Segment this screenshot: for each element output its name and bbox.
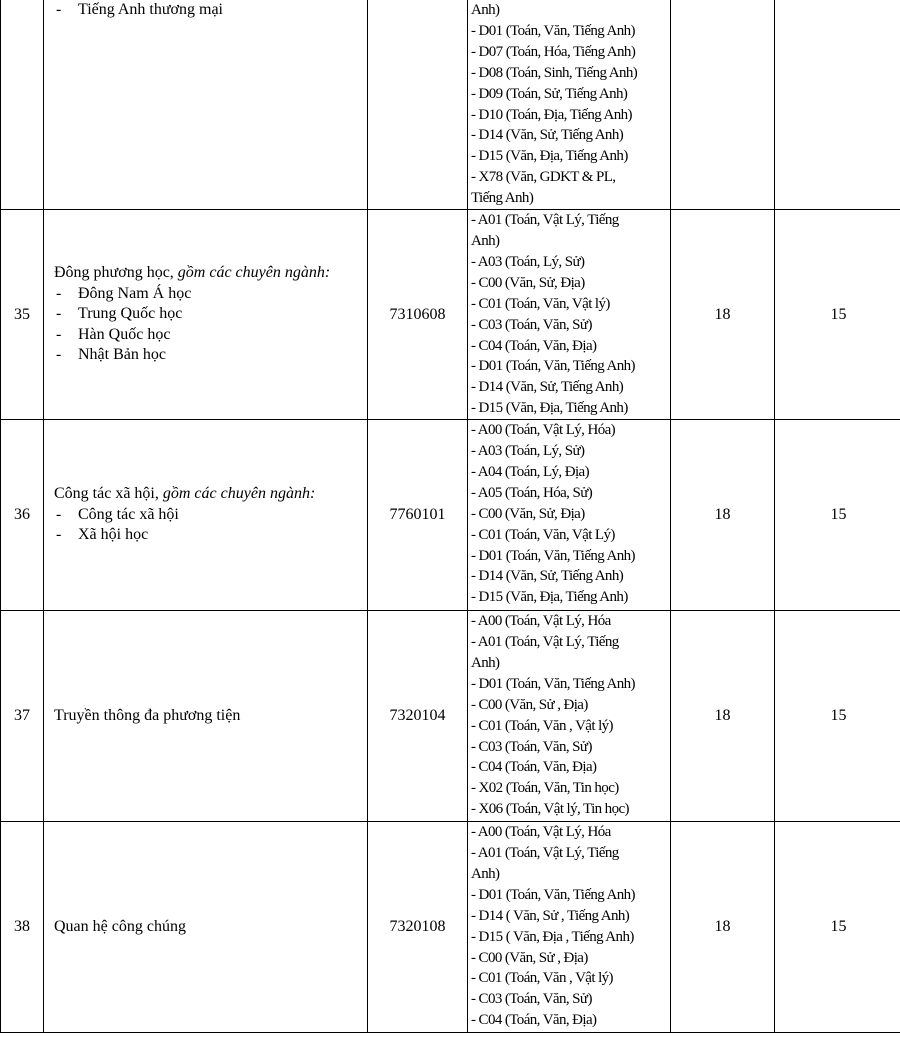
- bullet-dash: -: [56, 284, 62, 302]
- subject-combination: - C00 (Văn, Sử , Địa): [471, 696, 588, 713]
- major-name: [54, 706, 367, 727]
- subject-combination: - D14 (Văn, Sử, Tiếng Anh): [471, 379, 624, 396]
- subject-combination: - A03 (Toán, Lý, Sử): [471, 253, 585, 270]
- specialization-item: [54, 284, 367, 305]
- score-1: 18: [671, 822, 775, 1033]
- subject-combinations: [468, 611, 671, 822]
- subject-combination: - D07 (Toán, Hóa, Tiếng Anh): [471, 43, 636, 60]
- subject-combination: - D01 (Toán, Văn, Tiếng Anh): [471, 358, 635, 375]
- major-title: Đông phương học,: [54, 264, 178, 282]
- subject-combination: - D01 (Toán, Văn, Tiếng Anh): [471, 886, 635, 903]
- subject-combination: Anh): [471, 865, 500, 882]
- subject-combination: - D15 (Văn, Địa, Tiếng Anh): [471, 589, 628, 606]
- major-name: [54, 484, 367, 505]
- major-code: 7310608: [368, 210, 468, 420]
- subject-combination: - X78 (Văn, GDKT & PL,: [471, 169, 616, 186]
- specialization-label: Trung Quốc học: [78, 305, 183, 323]
- specialization-label: Xã hội học: [78, 526, 149, 544]
- subject-combination: - C01 (Toán, Văn, Vật lý): [471, 295, 610, 312]
- subject-combinations: [468, 420, 671, 611]
- subject-combination: - C04 (Toán, Văn, Địa): [471, 1012, 597, 1029]
- major-name-cell: [44, 0, 368, 210]
- table-row: [1, 822, 900, 1033]
- major-code: 7320104: [368, 611, 468, 822]
- score-2: 15: [775, 611, 900, 822]
- bullet-dash: -: [56, 346, 62, 364]
- subject-combination: - A01 (Toán, Vật Lý, Tiếng: [471, 634, 619, 651]
- subject-combination: - D15 (Văn, Địa, Tiếng Anh): [471, 148, 628, 165]
- major-name: [54, 917, 367, 938]
- subject-combination: - D01 (Toán, Văn, Tiếng Anh): [471, 22, 635, 39]
- subject-combinations: [468, 210, 671, 420]
- specialization-item: [54, 325, 367, 346]
- major-code: [368, 0, 468, 210]
- score-2: [775, 0, 900, 210]
- subject-combination: - X06 (Toán, Vật lý, Tin học): [471, 801, 629, 818]
- row-number: 36: [1, 420, 44, 611]
- subject-combination: - C04 (Toán, Văn, Địa): [471, 337, 597, 354]
- bullet-dash: -: [56, 1, 62, 18]
- subject-combination: Anh): [471, 232, 500, 249]
- score-1: 18: [671, 420, 775, 611]
- row-number: 35: [1, 210, 44, 420]
- major-title: Công tác xã hội,: [54, 485, 163, 503]
- specialization-item: [54, 345, 367, 366]
- specialization-label: Công tác xã hội: [78, 505, 179, 523]
- subject-combination: - C03 (Toán, Văn, Sử): [471, 316, 592, 333]
- row-number: 37: [1, 611, 44, 822]
- subject-combination: - D10 (Toán, Địa, Tiếng Anh): [471, 106, 632, 123]
- major-name: [54, 263, 367, 284]
- subject-combination: - C01 (Toán, Văn , Vật lý): [471, 970, 613, 987]
- subject-combination: - C00 (Văn, Sử, Địa): [471, 274, 585, 291]
- table-row: [1, 420, 900, 611]
- score-2: 15: [775, 822, 900, 1033]
- subject-combination: Anh): [471, 654, 500, 671]
- subject-combination: - D15 (Văn, Địa, Tiếng Anh): [471, 400, 628, 417]
- subject-combination: - D14 (Văn, Sử, Tiếng Anh): [471, 568, 624, 585]
- major-name-cell: [44, 210, 368, 420]
- specialization-label: Tiếng Anh thương mại: [78, 1, 223, 18]
- subject-combination: Tiếng Anh): [471, 190, 534, 207]
- subject-combination: - D08 (Toán, Sinh, Tiếng Anh): [471, 64, 638, 81]
- subject-combination: - C00 (Văn, Sử, Địa): [471, 505, 585, 522]
- subject-combination: - D01 (Toán, Văn, Tiếng Anh): [471, 675, 635, 692]
- subject-combination: - D14 ( Văn, Sử , Tiếng Anh): [471, 907, 630, 924]
- subject-combination: Anh): [471, 2, 500, 18]
- subject-combination: - D14 (Văn, Sử, Tiếng Anh): [471, 127, 624, 144]
- major-title: Truyền thông đa phương tiện: [54, 706, 241, 724]
- subject-combination: - A04 (Toán, Lý, Địa): [471, 463, 589, 480]
- subject-combination: - A01 (Toán, Vật Lý, Tiếng: [471, 212, 619, 229]
- subject-combination: - D01 (Toán, Văn, Tiếng Anh): [471, 547, 635, 564]
- specialization-item: [54, 525, 367, 546]
- table-row: [1, 611, 900, 822]
- specialization-label: Hàn Quốc học: [78, 325, 171, 343]
- subject-combination: - C04 (Toán, Văn, Địa): [471, 759, 597, 776]
- subject-combination: - A00 (Toán, Vật Lý, Hóa): [471, 422, 616, 439]
- subject-combination: - A05 (Toán, Hóa, Sử): [471, 484, 593, 501]
- subject-combination: - C01 (Toán, Văn, Vật Lý): [471, 526, 615, 543]
- major-title: Quan hệ công chúng: [54, 917, 186, 935]
- major-code: 7760101: [368, 420, 468, 611]
- subject-combinations: [468, 0, 671, 210]
- subject-combination: - D15 ( Văn, Địa , Tiếng Anh): [471, 928, 634, 945]
- specialization-label: Nhật Bản học: [78, 346, 166, 364]
- bullet-dash: -: [56, 526, 62, 544]
- specialization-label: Đông Nam Á học: [78, 284, 192, 302]
- score-1: 18: [671, 611, 775, 822]
- major-name-cell: [44, 611, 368, 822]
- row-number: [1, 0, 44, 210]
- bullet-dash: -: [56, 325, 62, 343]
- major-name-cell: [44, 822, 368, 1033]
- subject-combination: - A00 (Toán, Vật Lý, Hóa: [471, 824, 611, 841]
- score-2: 15: [775, 420, 900, 611]
- subject-combination: - D09 (Toán, Sử, Tiếng Anh): [471, 85, 628, 102]
- subject-combination: - C00 (Văn, Sử , Địa): [471, 949, 588, 966]
- bullet-dash: -: [56, 305, 62, 323]
- score-2: 15: [775, 210, 900, 420]
- subject-combination: - X02 (Toán, Văn, Tin học): [471, 780, 619, 797]
- subject-combination: - C03 (Toán, Văn, Sử): [471, 738, 592, 755]
- major-note: gồm các chuyên ngành:: [162, 485, 316, 503]
- major-code: 7320108: [368, 822, 468, 1033]
- table-row: [1, 0, 900, 210]
- score-1: [671, 0, 775, 210]
- specialization-item: [54, 304, 367, 325]
- subject-combinations: [468, 822, 671, 1033]
- major-name-cell: [44, 420, 368, 611]
- row-number: 38: [1, 822, 44, 1033]
- specialization-item: [54, 0, 367, 21]
- bullet-dash: -: [56, 505, 62, 523]
- subject-combination: - A01 (Toán, Vật Lý, Tiếng: [471, 845, 619, 862]
- major-note: gồm các chuyên ngành:: [177, 264, 331, 282]
- table-row: [1, 210, 900, 420]
- score-1: 18: [671, 210, 775, 420]
- subject-combination: - A03 (Toán, Lý, Sử): [471, 443, 585, 460]
- subject-combination: - A00 (Toán, Vật Lý, Hóa: [471, 613, 611, 630]
- subject-combination: - C03 (Toán, Văn, Sử): [471, 991, 592, 1008]
- subject-combination: - C01 (Toán, Văn , Vật lý): [471, 717, 613, 734]
- specialization-item: [54, 505, 367, 526]
